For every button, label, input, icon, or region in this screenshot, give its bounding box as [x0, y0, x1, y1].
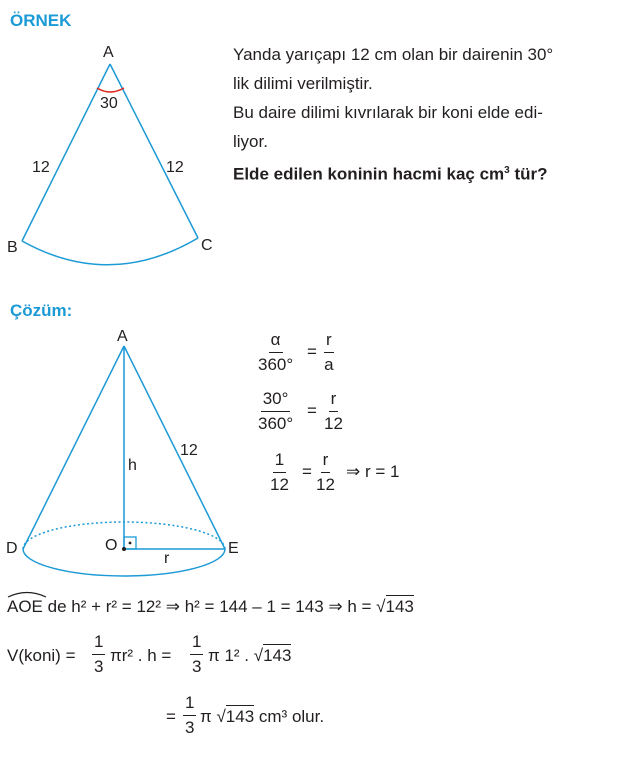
result-prefix: =	[166, 707, 176, 726]
cone-label-o: O	[105, 537, 118, 554]
volume-mid: πr² . h =	[110, 646, 172, 665]
result-tail: π √143 cm³ olur.	[200, 707, 325, 726]
right-angle-dot	[129, 542, 132, 545]
cone-label-a: A	[117, 328, 128, 345]
sector-side-label-left: 12	[32, 159, 50, 176]
sector-label-c: C	[201, 237, 213, 254]
problem-line-1: Yanda yarıçapı 12 cm olan bir dairenin 30°	[233, 45, 554, 64]
cone-label-e: E	[228, 540, 239, 557]
cone-label-d: D	[6, 540, 18, 557]
sector-label-b: B	[7, 239, 18, 256]
ratio2-left: $\frac{30^\circ}{360^\circ}$	[258, 389, 294, 433]
ratio3-left: $\frac{1}{12}$	[270, 450, 289, 494]
ratio3-result: ⇒ r = 1	[346, 462, 400, 481]
volume-fraction-2: $\frac{1}{3}$	[192, 632, 202, 676]
problem-question: Elde edilen koninin hacmi kaç $cm^3$ tür?	[233, 164, 548, 184]
sector-label-a: A	[103, 44, 114, 61]
cone-side-left	[23, 346, 124, 549]
problem-line-3: Bu daire dilimi kıvrılarak bir koni elde edi-	[233, 103, 543, 122]
volume-prefix: V(koni) =	[7, 646, 76, 665]
center-point	[122, 547, 126, 551]
result-fraction: $\frac{1}{3}$	[185, 693, 195, 737]
arc-notation: AOE	[7, 597, 43, 617]
cone-label-r: r	[164, 550, 170, 567]
sector-side-label-right: 12	[166, 159, 184, 176]
problem-line-4: liyor.	[233, 132, 268, 151]
volume-tail: π 1² . √143	[208, 646, 292, 665]
cone-base-front	[23, 549, 225, 576]
pythagoras-line: AOE de h² + r² = 12² ⇒ h² = 144 – 1 = 143 ⇒ h = √143	[7, 597, 414, 617]
ratio3-right: $\frac{r}{12}$	[316, 450, 335, 494]
ratio2-right: $\frac{r}{12}$	[324, 389, 343, 433]
ratio1-equals: =	[307, 342, 317, 361]
ratio2-equals: =	[307, 401, 317, 420]
ratio1-left: $\frac{\alpha}{360^\circ}$	[258, 330, 294, 374]
cozum-heading: Çözüm:	[10, 301, 73, 320]
volume-fraction-1: $\frac{1}{3}$	[94, 632, 104, 676]
sector-angle-label: 30	[100, 95, 118, 112]
cone-side-right	[124, 346, 225, 549]
ornek-heading: ÖRNEK	[10, 11, 72, 30]
cone-label-h: h	[128, 457, 137, 474]
ratio1-right: $\frac{r}{a}$	[324, 330, 334, 374]
problem-line-2: lik dilimi verilmiştir.	[233, 74, 373, 93]
ratio3-equals: =	[302, 462, 312, 481]
cone-label-slant: 12	[180, 442, 198, 459]
